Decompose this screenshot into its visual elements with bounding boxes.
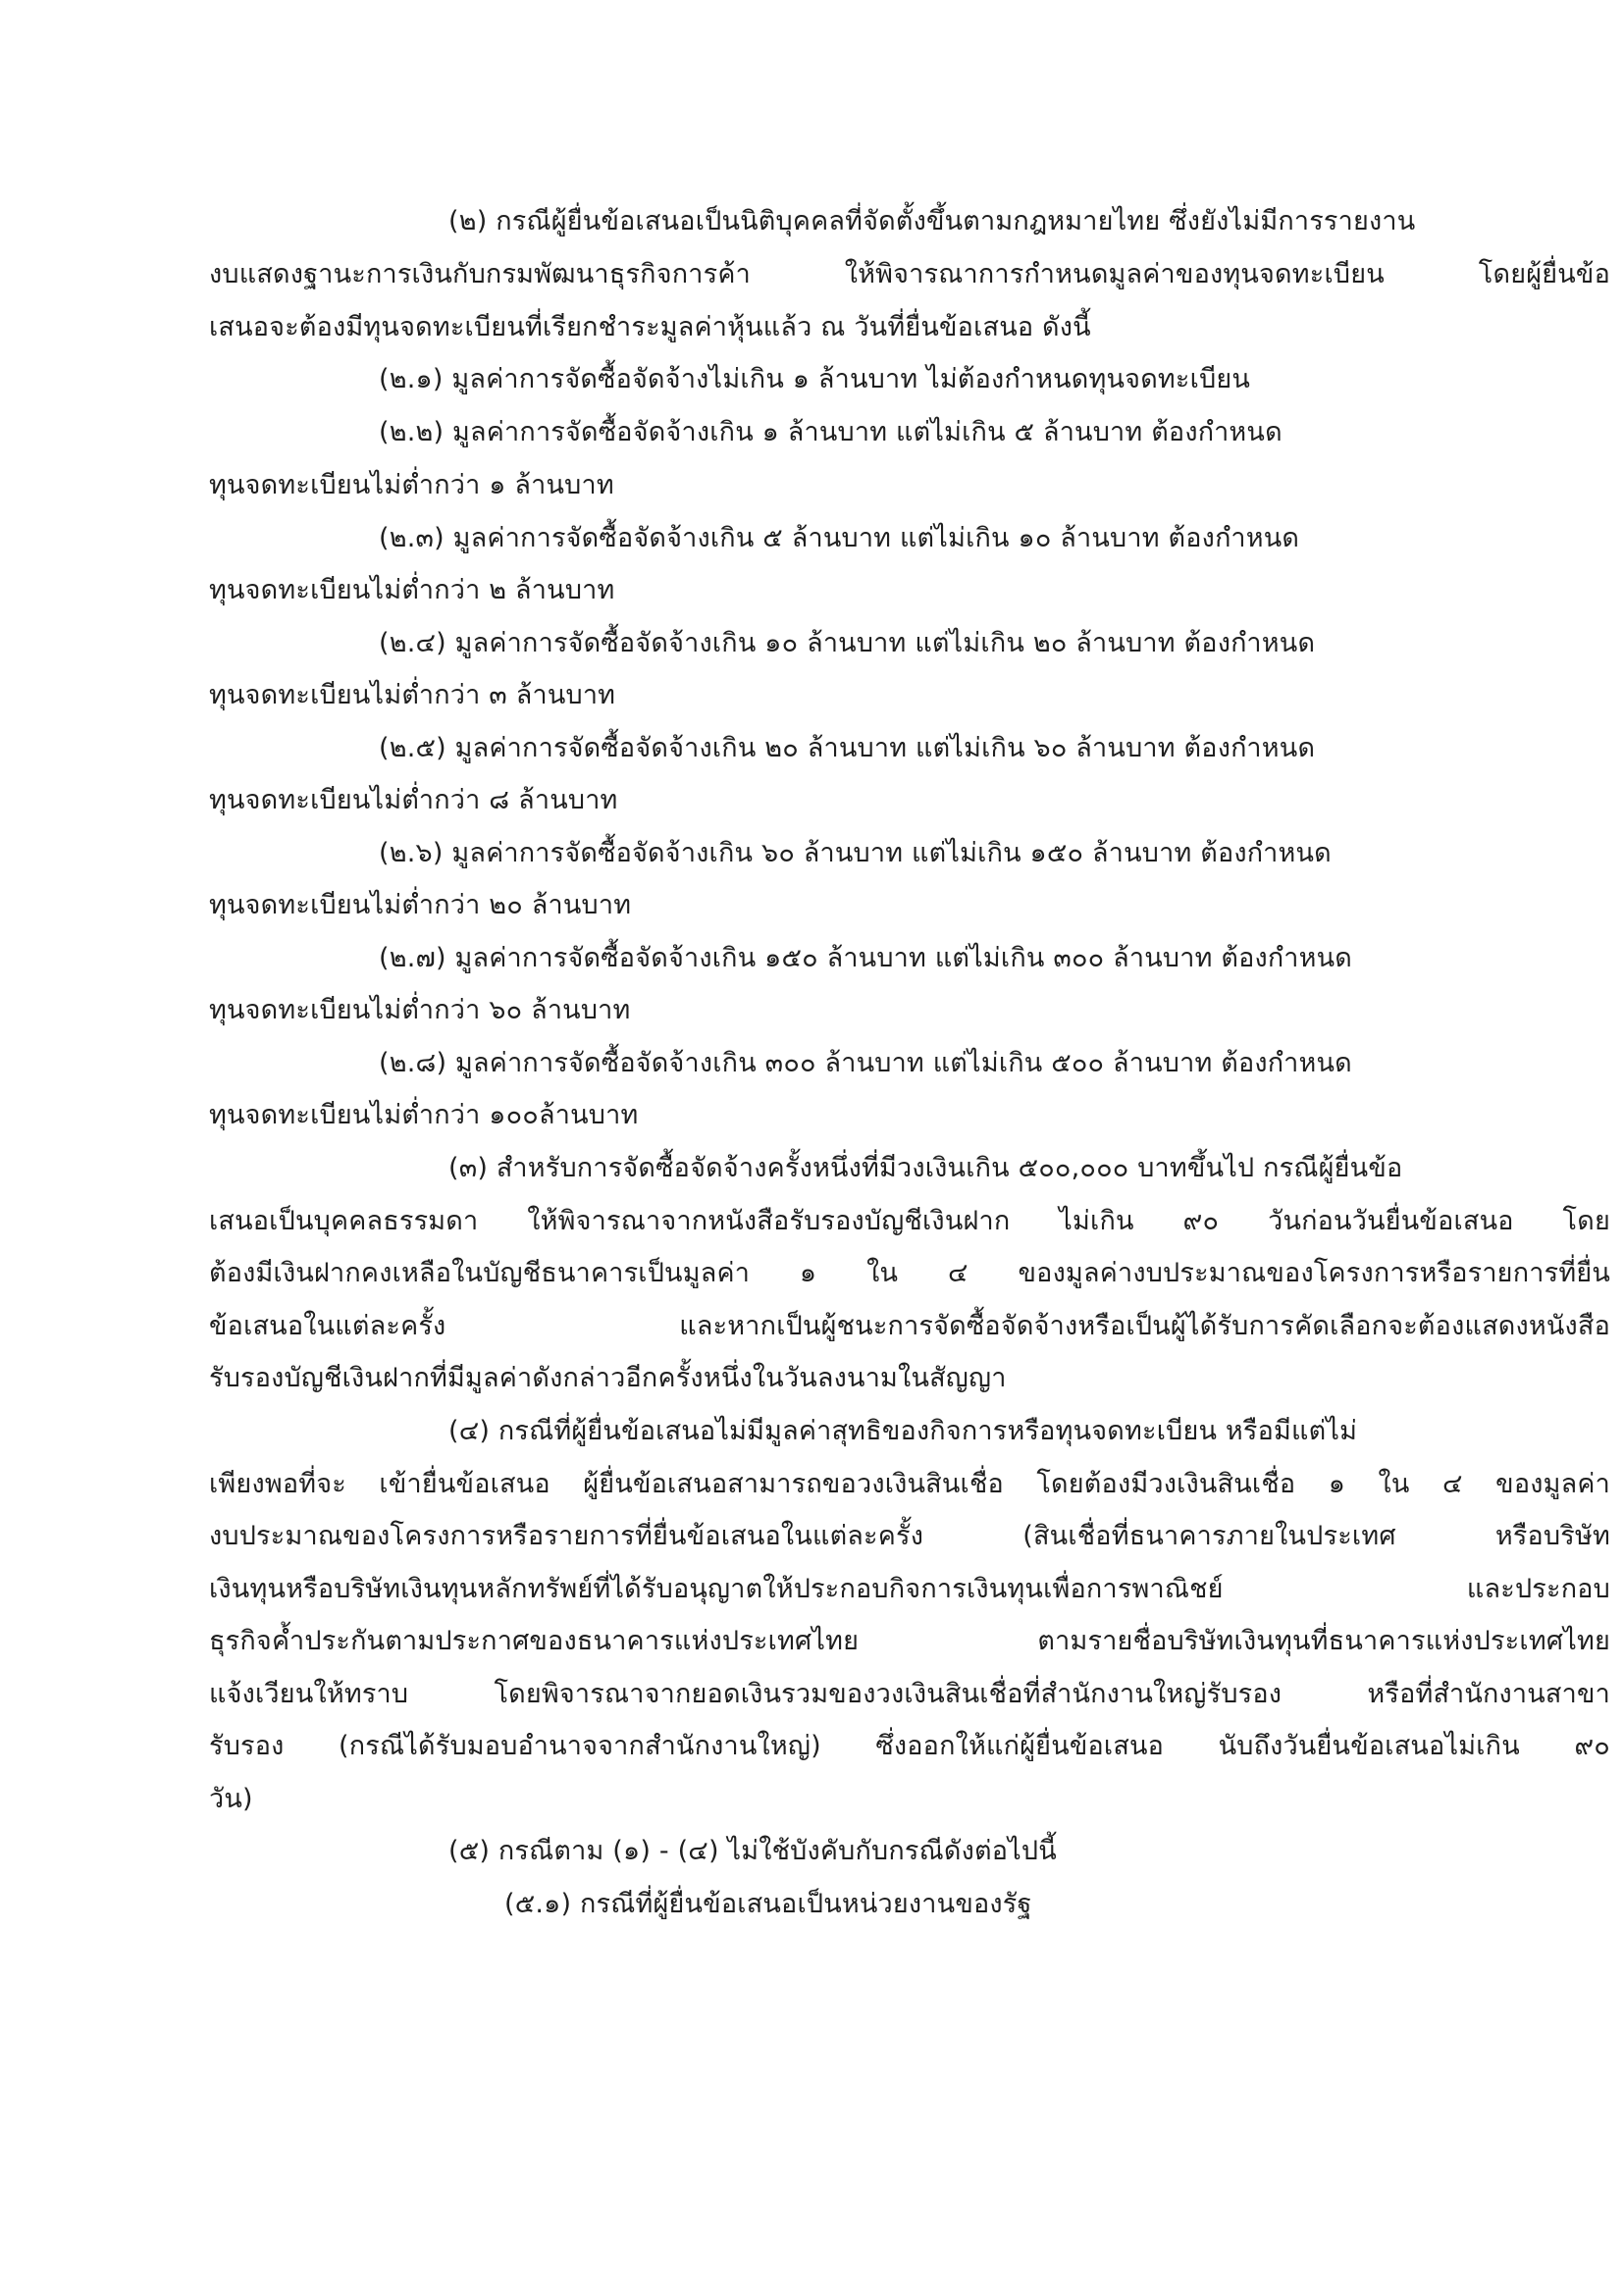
item-2-6: (๒.๖) มูลค่าการจัดซื้อจัดจ้างเกิน ๖๐ ล้านบาท แต่ไม่เกิน ๑๕๐ ล้านบาท ต้องกำหนด — [379, 838, 1332, 868]
para-2-line-2 — [209, 255, 1610, 294]
item-2-4: (๒.๔) มูลค่าการจัดซื้อจัดจ้างเกิน ๑๐ ล้านบาท แต่ไม่เกิน ๒๐ ล้านบาท ต้องกำหนด — [379, 628, 1316, 658]
item-2-7: (๒.๗) มูลค่าการจัดซื้อจัดจ้างเกิน ๑๕๐ ล้านบาท แต่ไม่เกิน ๓๐๐ ล้านบาท ต้องกำหนด — [379, 943, 1353, 973]
para-2-line-2-text: งบแสดงฐานะการเงินกับกรมพัฒนาธุรกิจการค้า ให้พิจารณาการกำหนดมูลค่าของทุนจดทะเบียน โดยผู้ยื่นข้อ — [209, 259, 1610, 289]
para-3-line-3 — [209, 1254, 1610, 1293]
para-4-line-8: วัน) — [209, 1784, 253, 1814]
para-3-line-4-text: ข้อเสนอในแต่ละครั้ง และหากเป็นผู้ชนะการจัดซื้อจัดจ้างหรือเป็นผู้ได้รับการคัดเลือกจะต้องแสดงหนังสือ — [209, 1311, 1610, 1341]
para-4-line-6 — [209, 1675, 1610, 1714]
item-2-6-cont: ทุนจดทะเบียนไม่ต่ำกว่า ๒๐ ล้านบาท — [209, 890, 632, 920]
para-3-line-2 — [209, 1202, 1610, 1241]
para-3-line-4 — [209, 1307, 1610, 1346]
para-5-heading: (๕) กรณีตาม (๑) - (๔) ไม่ใช้บังคับกับกรณีดังต่อไปนี้ — [448, 1836, 1057, 1866]
item-2-2: (๒.๒) มูลค่าการจัดซื้อจัดจ้างเกิน ๑ ล้านบาท แต่ไม่เกิน ๕ ล้านบาท ต้องกำหนด — [379, 417, 1283, 447]
para-4-line-1: (๔) กรณีที่ผู้ยื่นข้อเสนอไม่มีมูลค่าสุทธิของกิจการหรือทุนจดทะเบียน หรือมีแต่ไม่ — [448, 1416, 1358, 1446]
para-4-line-2-text: เพียงพอที่จะ เข้ายื่นข้อเสนอ ผู้ยื่นข้อเสนอสามารถขอวงเงินสินเชื่อ โดยต้องมีวงเงินสินเชื่อ ๑ ใน ๔ ของมูลค่า — [209, 1469, 1610, 1499]
item-2-4-cont: ทุนจดทะเบียนไม่ต่ำกว่า ๓ ล้านบาท — [209, 680, 616, 710]
para-4-line-3-text: งบประมาณของโครงการหรือรายการที่ยื่นข้อเสนอในแต่ละครั้ง (สินเชื่อที่ธนาคารภายในประเทศ หรือบริษัท — [209, 1521, 1610, 1551]
item-2-5-cont: ทุนจดทะเบียนไม่ต่ำกว่า ๘ ล้านบาท — [209, 785, 618, 815]
item-2-7-cont: ทุนจดทะเบียนไม่ต่ำกว่า ๖๐ ล้านบาท — [209, 995, 631, 1025]
para-3-line-3-text: ต้องมีเงินฝากคงเหลือในบัญชีธนาคารเป็นมูลค่า ๑ ใน ๔ ของมูลค่างบประมาณของโครงการหรือรายการที่ยื่น — [209, 1258, 1610, 1288]
item-2-2-cont: ทุนจดทะเบียนไม่ต่ำกว่า ๑ ล้านบาท — [209, 470, 614, 500]
para-2-line-1: (๒) กรณีผู้ยื่นข้อเสนอเป็นนิติบุคคลที่จัดตั้งขึ้นตามกฎหมายไทย ซึ่งยังไม่มีการรายงาน — [448, 206, 1416, 236]
para-3-line-2-text: เสนอเป็นบุคคลธรรมดา ให้พิจารณาจากหนังสือรับรองบัญชีเงินฝาก ไม่เกิน ๙๐ วันก่อนวันยื่นข้อเสนอ โดย — [209, 1206, 1610, 1236]
item-2-8-cont: ทุนจดทะเบียนไม่ต่ำกว่า ๑๐๐ล้านบาท — [209, 1100, 639, 1130]
para-4-line-5 — [209, 1622, 1610, 1661]
item-2-3-cont: ทุนจดทะเบียนไม่ต่ำกว่า ๒ ล้านบาท — [209, 575, 615, 605]
para-4-line-7 — [209, 1727, 1610, 1766]
para-4-line-2 — [209, 1465, 1610, 1504]
item-5-1: (๕.๑) กรณีที่ผู้ยื่นข้อเสนอเป็นหน่วยงานของรัฐ — [504, 1889, 1032, 1919]
item-2-1: (๒.๑) มูลค่าการจัดซื้อจัดจ้างไม่เกิน ๑ ล้านบาท ไม่ต้องกำหนดทุนจดทะเบียน — [379, 364, 1251, 394]
para-4-line-4 — [209, 1570, 1610, 1609]
para-3-line-5: รับรองบัญชีเงินฝากที่มีมูลค่าดังกล่าวอีกครั้งหนึ่งในวันลงนามในสัญญา — [209, 1363, 1007, 1393]
item-2-8: (๒.๘) มูลค่าการจัดซื้อจัดจ้างเกิน ๓๐๐ ล้านบาท แต่ไม่เกิน ๕๐๐ ล้านบาท ต้องกำหนด — [379, 1048, 1352, 1078]
para-4-line-7-text: รับรอง (กรณีได้รับมอบอำนาจจากสำนักงานใหญ่) ซึ่งออกให้แก่ผู้ยื่นข้อเสนอ นับถึงวันยื่นข้อเสนอไม่เกิน ๙๐ — [209, 1731, 1610, 1761]
para-4-line-3 — [209, 1517, 1610, 1556]
item-2-5: (๒.๕) มูลค่าการจัดซื้อจัดจ้างเกิน ๒๐ ล้านบาท แต่ไม่เกิน ๖๐ ล้านบาท ต้องกำหนด — [379, 733, 1316, 763]
para-4-line-5-text: ธุรกิจค้ำประกันตามประกาศของธนาคารแห่งประเทศไทย ตามรายชื่อบริษัทเงินทุนที่ธนาคารแห่งประเทศไทย — [209, 1626, 1610, 1656]
para-2-line-3: เสนอจะต้องมีทุนจดทะเบียนที่เรียกชำระมูลค่าหุ้นแล้ว ณ วันที่ยื่นข้อเสนอ ดังนี้ — [209, 312, 1091, 342]
para-4-line-6-text: แจ้งเวียนให้ทราบ โดยพิจารณาจากยอดเงินรวมของวงเงินสินเชื่อที่สำนักงานใหญ่รับรอง หรือที่สำนักงานสาขา — [209, 1679, 1610, 1709]
para-4-line-4-text: เงินทุนหรือบริษัทเงินทุนหลักทรัพย์ที่ได้รับอนุญาตให้ประกอบกิจการเงินทุนเพื่อการพาณิชย์ และประกอบ — [209, 1574, 1610, 1604]
item-2-3: (๒.๓) มูลค่าการจัดซื้อจัดจ้างเกิน ๕ ล้านบาท แต่ไม่เกิน ๑๐ ล้านบาท ต้องกำหนด — [379, 523, 1300, 553]
para-3-line-1: (๓) สำหรับการจัดซื้อจัดจ้างครั้งหนึ่งที่มีวงเงินเกิน ๕๐๐,๐๐๐ บาทขึ้นไป กรณีผู้ยื่นข้อ — [448, 1153, 1403, 1183]
